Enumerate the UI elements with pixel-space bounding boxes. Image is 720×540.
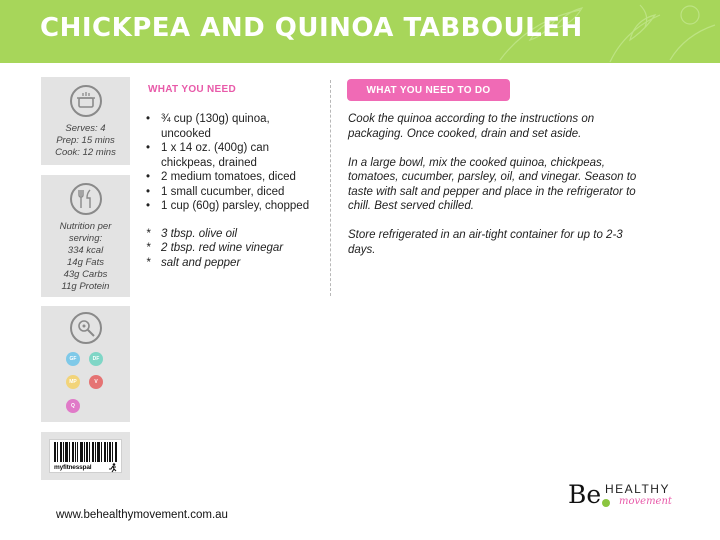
barcode-image[interactable] <box>49 439 122 473</box>
logo-healthy-text: HEALTHY <box>605 482 670 496</box>
ingredients-list <box>146 112 326 270</box>
instruction-step: Cook the quinoa according to the instructions on packaging. Once cooked, drain and set aside. <box>348 113 595 140</box>
list-item <box>146 170 326 185</box>
header-banner <box>0 0 720 63</box>
cook-info-card <box>41 77 130 165</box>
bullet-icon: • <box>146 200 151 212</box>
bullet-icon: • <box>146 185 151 198</box>
magnifier-icon <box>70 312 102 344</box>
list-item <box>146 199 326 214</box>
kcal-value: 334 kcal <box>67 245 104 256</box>
ingredient-text: 1 x 14 oz. (400g) can chickpeas, drained <box>161 142 270 169</box>
asterisk-icon: * <box>146 242 151 254</box>
ingredient-text: 1 cup (60g) parsley, chopped <box>161 200 310 212</box>
apple-icon <box>602 499 610 507</box>
protein-value: 11g Protein <box>61 281 110 292</box>
bullet-icon: • <box>146 142 151 154</box>
nutrition-heading-2: serving: <box>68 233 103 244</box>
bullet-icon: • <box>146 171 151 183</box>
list-item <box>146 141 326 170</box>
badge-gluten-free: GF <box>66 352 80 366</box>
ingredient-text: 3 tbsp. olive oil <box>161 227 238 240</box>
prep-time-text: Prep: 15 mins <box>56 135 115 146</box>
bullet-icon: • <box>146 113 151 125</box>
list-item <box>146 112 326 141</box>
list-item <box>146 256 326 271</box>
asterisk-icon: * <box>146 256 151 269</box>
diet-badges-card <box>41 306 130 422</box>
cook-time-text: Cook: 12 mins <box>55 147 116 158</box>
ingredient-text: 1 small cucumber, diced <box>161 185 285 198</box>
badge-dairy-free: DF <box>89 352 103 366</box>
carbs-value: 43g Carbs <box>63 269 108 280</box>
badge-vegetarian: V <box>89 375 103 389</box>
page-title: CHICKPEA AND QUINOA TABBOULEH <box>40 13 583 43</box>
list-item <box>146 227 326 242</box>
barcode-card <box>41 432 130 480</box>
website-link[interactable]: www.behealthymovement.com.au <box>56 509 228 521</box>
instructions-heading: WHAT YOU NEED TO DO <box>347 79 510 101</box>
nutrition-heading: Nutrition per <box>59 221 112 232</box>
asterisk-icon: * <box>146 227 151 240</box>
myfitnesspal-logo: myfitnesspal <box>54 464 92 471</box>
ingredient-text: 2 tbsp. red wine vinegar <box>161 242 284 254</box>
list-item <box>146 185 326 200</box>
badge-quick: Q <box>66 399 80 413</box>
badge-meal-prep: MP <box>66 375 80 389</box>
cooking-pot-icon <box>70 85 102 117</box>
ingredient-text: ¾ cup (130g) quinoa, uncooked <box>161 113 270 140</box>
nutrition-card <box>41 175 130 297</box>
logo-movement-text: movement <box>619 496 672 507</box>
column-divider <box>330 80 331 296</box>
fats-value: 14g Fats <box>67 257 104 268</box>
instructions-list <box>348 112 648 272</box>
fork-knife-icon <box>70 183 102 215</box>
instruction-step: In a large bowl, mix the cooked quinoa, chickpeas, tomatoes, cucumber, parsley, oil, and vinegar. Season to taste with salt and pepper and place in the refrigerator to chill. Best served chilled. <box>348 156 637 212</box>
list-item <box>146 241 326 256</box>
serves-text: Serves: 4 <box>65 123 106 134</box>
runner-icon <box>108 463 118 473</box>
instruction-step: Store refrigerated in an air-tight container for up to 2-3 days. <box>348 229 623 256</box>
ingredient-text: salt and pepper <box>161 256 241 269</box>
logo-be-text: Be <box>568 480 602 509</box>
ingredient-text: 2 medium tomatoes, diced <box>161 171 296 183</box>
ingredients-heading: WHAT YOU NEED <box>148 84 236 95</box>
be-healthy-logo <box>568 479 678 511</box>
